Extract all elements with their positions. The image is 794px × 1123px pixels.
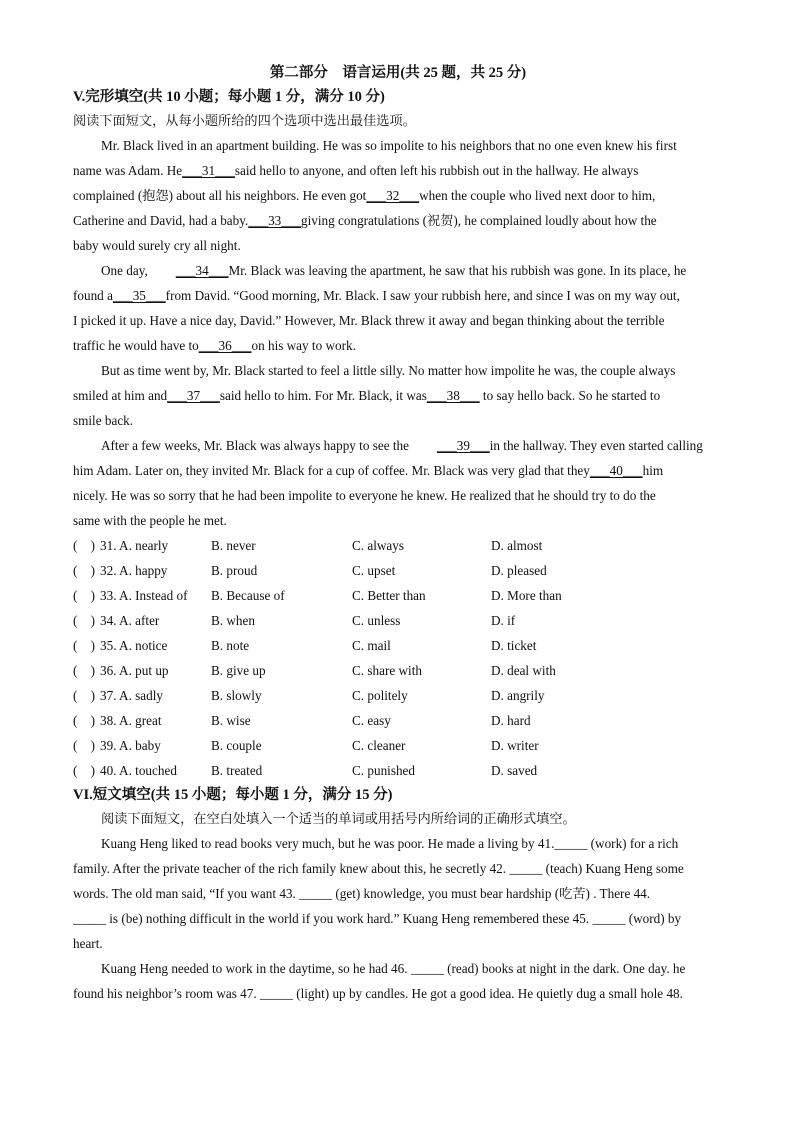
fill-paragraph-2 (73, 956, 723, 1006)
text-line: words. The old man said, “If you want 43. _____ (get) knowledge, you must bear hardship (吃苦) . There 44. (73, 886, 651, 901)
option-c: C. easy (352, 713, 391, 728)
text-line: Kuang Heng liked to read books very much, but he was poor. He made a living by 41._____ (work) for a rich (101, 836, 679, 851)
option-c: C. punished (352, 763, 416, 778)
option-b: B. couple (211, 738, 262, 753)
section-vi-instruction: 阅读下面短文，在空白处填入一个适当的单词或用括号内所给词的正确形式填空。 (101, 811, 576, 826)
answer-bracket: ( ) (73, 588, 95, 603)
blank-38: ___38___ (426, 388, 480, 403)
text-line: _____ is (be) nothing difficult in the world if you work hard.” Kuang Heng remembered these 45. _____ (word) by (73, 911, 682, 926)
exam-page (73, 62, 723, 1006)
option-a: 35. A. notice (100, 638, 168, 653)
option-a: 38. A. great (100, 713, 162, 728)
option-b: B. never (211, 538, 256, 553)
option-b: B. treated (211, 763, 263, 778)
option-b: B. note (211, 638, 250, 653)
cloze-paragraph-1 (73, 133, 723, 258)
section-vi-heading: VI.短文填空(共 15 小题；每小题 1 分，满分 15 分) (73, 787, 393, 803)
text-line: Catherine and David, had a baby.___33___giving congratulations (祝贺), he complained loudly about how the (73, 208, 723, 233)
option-b: B. proud (211, 563, 258, 578)
question-row (73, 758, 723, 783)
option-d: D. More than (491, 588, 562, 603)
text-line: same with the people he met. (73, 513, 227, 528)
text-line: Mr. Black lived in an apartment building. He was so impolite to his neighbors that no one even knew his first (101, 138, 677, 153)
option-c: C. mail (352, 638, 391, 653)
option-a: 32. A. happy (100, 563, 168, 578)
answer-bracket: ( ) (73, 713, 95, 728)
answer-bracket: ( ) (73, 688, 95, 703)
blank-39: ___39___ (436, 438, 490, 453)
answer-bracket: ( ) (73, 613, 95, 628)
text-line: him Adam. Later on, they invited Mr. Black for a cup of coffee. Mr. Black was very glad that they___40___him (73, 458, 723, 483)
blank-34: ___34___ (175, 263, 229, 278)
option-c: C. politely (352, 688, 408, 703)
option-c: C. always (352, 538, 405, 553)
blank-36: ___36___ (198, 338, 252, 353)
option-d: D. writer (491, 738, 539, 753)
cloze-paragraph-3 (73, 358, 723, 433)
text-line: found a___35___from David. “Good morning, Mr. Black. I saw your rubbish here, and since I was on my way out, (73, 283, 723, 308)
answer-bracket: ( ) (73, 638, 95, 653)
question-row (73, 658, 723, 683)
blank-33: ___33___ (248, 213, 302, 228)
text-line: I picked it up. Have a nice day, David.” However, Mr. Black threw it away and began thinking about the terrible (73, 313, 665, 328)
text-line: family. After the private teacher of the rich family knew about this, he secretly 42. _____ (teach) Kuang Heng some (73, 861, 684, 876)
option-d: D. ticket (491, 638, 537, 653)
option-b: B. slowly (211, 688, 262, 703)
question-row (73, 533, 723, 558)
option-a: 39. A. baby (100, 738, 161, 753)
cloze-paragraph-4 (73, 433, 723, 533)
blank-31: ___31___ (182, 163, 235, 178)
option-b: B. wise (211, 713, 251, 728)
section-v-heading: V.完形填空(共 10 小题；每小题 1 分，满分 10 分) (73, 89, 385, 105)
question-row (73, 733, 723, 758)
option-a: 40. A. touched (100, 763, 177, 778)
option-d: D. pleased (491, 563, 547, 578)
cloze-paragraph-2 (73, 258, 723, 358)
text-line: But as time went by, Mr. Black started to feel a little silly. No matter how impolite he was, the couple always (101, 363, 676, 378)
option-c: C. Better than (352, 588, 426, 603)
answer-bracket: ( ) (73, 738, 95, 753)
blank-40: ___40___ (589, 463, 643, 478)
text-line: traffic he would have to___36___on his way to work. (73, 333, 723, 358)
text-line: smiled at him and___37___said hello to him. For Mr. Black, it was___38___ to say hello back. So he started to (73, 383, 723, 408)
option-a: 37. A. sadly (100, 688, 164, 703)
option-a: 36. A. put up (100, 663, 169, 678)
option-b: B. Because of (211, 588, 285, 603)
question-row (73, 608, 723, 633)
answer-bracket: ( ) (73, 763, 95, 778)
part-title: 第二部分 语言运用(共 25 题，共 25 分) (269, 65, 527, 81)
text-line: complained (抱怨) about all his neighbors. He even got___32___when the couple who lived next door to him, (73, 183, 723, 208)
text-line: heart. (73, 936, 103, 951)
section-v-instruction: 阅读下面短文，从每小题所给的四个选项中选出最佳选项。 (73, 113, 416, 128)
text-line: smile back. (73, 413, 134, 428)
answer-bracket: ( ) (73, 663, 95, 678)
text-line: nicely. He was so sorry that he had been impolite to everyone he knew. He realized that he should try to do the (73, 488, 656, 503)
text-line: name was Adam. He___31___said hello to anyone, and often left his rubbish out in the hallway. He always (73, 158, 723, 183)
option-c: C. upset (352, 563, 396, 578)
option-a: 33. A. Instead of (100, 588, 188, 603)
option-d: D. saved (491, 763, 538, 778)
option-c: C. share with (352, 663, 422, 678)
option-a: 31. A. nearly (100, 538, 169, 553)
text-line: After a few weeks, Mr. Black was always happy to see the ___39___in the hallway. They even started calling (73, 433, 723, 458)
option-b: B. when (211, 613, 255, 628)
option-d: D. deal with (491, 663, 556, 678)
question-row (73, 633, 723, 658)
answer-bracket: ( ) (73, 538, 95, 553)
blank-37: ___37___ (167, 388, 220, 403)
question-row (73, 683, 723, 708)
fill-paragraph-1 (73, 831, 723, 956)
option-d: D. angrily (491, 688, 545, 703)
option-d: D. if (491, 613, 516, 628)
answer-bracket: ( ) (73, 563, 95, 578)
option-c: C. unless (352, 613, 401, 628)
text-line: One day, ___34___Mr. Black was leaving the apartment, he saw that his rubbish was gone. In its place, he (73, 258, 723, 283)
option-a: 34. A. after (100, 613, 160, 628)
blank-32: ___32___ (366, 188, 420, 203)
question-row (73, 558, 723, 583)
text-line: found his neighbor’s room was 47. _____ (light) up by candles. He got a good idea. He quietly dug a small hole 48. (73, 986, 683, 1001)
text-line: baby would surely cry all night. (73, 238, 241, 253)
option-c: C. cleaner (352, 738, 406, 753)
question-row (73, 708, 723, 733)
blank-35: ___35___ (112, 288, 166, 303)
option-b: B. give up (211, 663, 266, 678)
option-d: D. almost (491, 538, 543, 553)
question-row (73, 583, 723, 608)
option-d: D. hard (491, 713, 531, 728)
question-options (73, 533, 723, 783)
text-line: Kuang Heng needed to work in the daytime, so he had 46. _____ (read) books at night in the dark. One day. he (101, 961, 686, 976)
